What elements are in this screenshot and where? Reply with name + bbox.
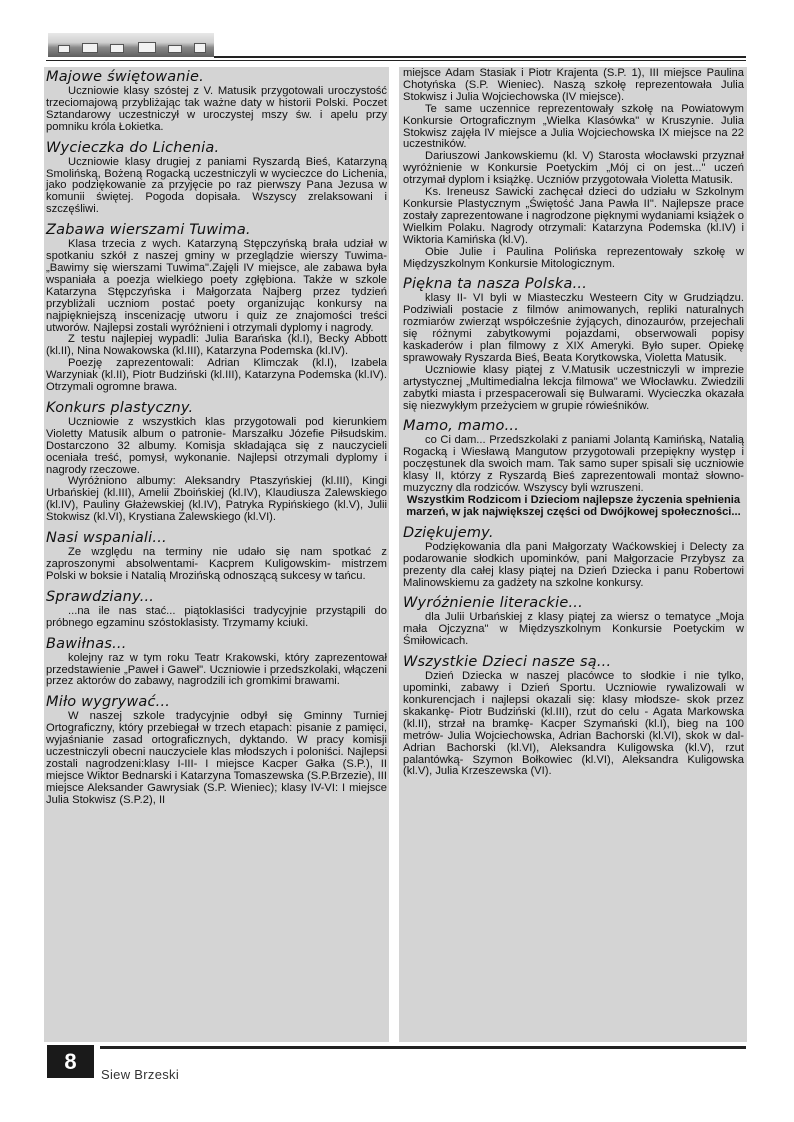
article-section	[403, 276, 744, 412]
article-section	[46, 694, 387, 806]
article-paragraph: Te same uczennice reprezentowały szkołę na Powiatowym Konkursie Ortograficznym „Wielka Klasówka" w Kruszynie. Julia Stokwisz zajęła IV miejsce a Julia Wojciechowska IX miejsce na 22 uczestników.	[403, 102, 744, 151]
article-section	[403, 595, 744, 648]
publication-title: Siew Brzeski	[101, 1067, 180, 1082]
article-heading: Wszystkie Dzieci nasze są...	[403, 654, 612, 671]
article-heading: Dziękujemy.	[403, 524, 494, 541]
article-heading: Miło wygrywać...	[46, 694, 171, 711]
article-section	[46, 140, 387, 217]
footer-rule	[100, 1046, 746, 1049]
article-heading: Bawiłnas...	[46, 635, 127, 652]
article-section	[46, 636, 387, 689]
article-paragraph: dla Julii Urbańskiej z klasy piątej za wiersz o tematyce „Moja mała Ojczyzna" w Międzyszkolnym Konkursie Poetyckim w Śmiłowicach.	[403, 611, 744, 648]
article-heading: Piękna ta nasza Polska...	[403, 276, 587, 293]
article-paragraph: Uczniowie klasy szóstej z V. Matusik przygotowali uroczystość trzeciomajową przybliżając tak ważne daty w historii Polski. Poczet Sztandarowy uczestniczył w uroczystej mszy św. i apelu przy pomniku króla Łokietka.	[46, 85, 387, 133]
article-heading: Majowe świętowanie.	[46, 69, 204, 85]
article-paragraph: Uczniowie klasy piątej z V.Matusik uczestniczyli w imprezie artystycznej „Multimedialna lekcja filmowa" we Włocławku. Zwiedzili zabytki miasta i przespacerowali się Bulwarami. Wycieczka okazała się niezwykłym przeżyciem w grupie rówieśników.	[403, 363, 744, 412]
article-paragraph: Ks. Ireneusz Sawicki zachęcał dzieci do udziału w Szkolnym Konkursie Plastycznym „Świętość Jana Pawła II". Najlepsze prace zostały zaprezentowane i nagrodzone pięknymi wydaniami książek o Wielkim Polaku. Nagrody otrzymali: Katarzyna Podemska (kl.IV) i Wiktoria Kamińska (kl.V).	[403, 186, 744, 246]
left-column	[46, 69, 387, 807]
article-section	[403, 418, 744, 518]
greeting-text: Wszystkim Rodzicom i Dzieciom najlepsze życzenia spełnienia marzeń, w jak największej części od Dwójkowej społeczności...	[406, 494, 741, 518]
header-rule-thin	[46, 60, 746, 61]
article-paragraph: Uczniowie klasy drugiej z paniami Ryszardą Bieś, Katarzyną Smolińską, Bożeną Rogacką uczestniczyli w wycieczce do Lichenia, jako podziękowanie za przyjęcie po raz pierwszy Pana Jezusa w komunii świętej. Pogoda dopisała. Wszyscy zrelaksowani i szczęśliwi.	[46, 155, 387, 216]
article-heading: Konkurs plastyczny.	[46, 399, 194, 416]
article-paragraph: kolejny raz w tym roku Teatr Krakowski, który zaprezentował przedstawienie „Paweł i Gaweł". Uczniowie i przedszkolaki, włączeni przez aktorów do zabawy, nagrodzili ich gromkimi brawami.	[46, 651, 387, 688]
article-section	[403, 654, 744, 778]
page-number: 8	[47, 1045, 94, 1078]
right-column	[403, 68, 744, 778]
article-paragraph: klasy II- VI byli w Miasteczku Westeern City w Grudziądzu. Podziwiali postacie z filmów animowanych, repliki naturalnych rozmiarów zwierząt współcześnie żyjących, dinozaurów, przejechali się różnymi zabytkowymi pojazdami, obserwowali popisy kaskaderów i plan filmowy z XIX Ameryki. Było super. Opiekę sprawowały Ryszarda Bieś, Beata Korytkowska, Violetta Matusik.	[403, 292, 744, 364]
article-paragraph: Obie Julie i Paulina Polińska reprezentowały szkołę w Międzyszkolnym Konkursie Mitologicznym.	[403, 245, 744, 270]
article-paragraph: Klasa trzecia z wych. Katarzyną Stępczyńską brała udział w spotkaniu szkół z naszej gminy w przeglądzie wierszy Tuwima- „Bawimy się wierszami Tuwima".Zajęli IV miejsce, ale zabawa była wspaniała a poezja wielkiego poety zgłębiona. Także w szkole Katarzyna Stępczyńska i Małgorzata Najberg przez tydzień przybliżali uczniom postać poety organizując konkursy na najpiękniejszą inscenizację utworu i quiz ze znajomości treści utworów. Najlepsi zostali wyróżnieni i otrzymali dyplomy i nagrody.	[46, 238, 387, 334]
article-paragraph: Wyróżniono albumy: Aleksandry Ptaszyńskiej (kl.III), Kingi Urbańskiej (kl.III), Amelii Zboińskiej (kl.IV), Klaudiusza Zalewskiego (kl.IV), Pauliny Głażewskiej (kl.IV), Patryka Rypińskiego (kl.V), Julii Stokwisz (kl.VI), Krystiana Zalewskiego (kl.VI).	[46, 475, 387, 524]
article-section	[403, 68, 744, 270]
article-section	[46, 400, 387, 524]
article-heading: Wyróżnienie literackie...	[403, 595, 583, 612]
article-heading: Sprawdziany...	[46, 588, 155, 605]
article-paragraph: miejsce Adam Stasiak i Piotr Krajenta (S.P. 1), III miejsce Paulina Chotyńska (S.P. Wieniec). Naszą szkołę reprezentowała Julia Stokwisz i Julia Wojciechowska (IV miejsce).	[403, 67, 744, 103]
article-heading: Zabawa wierszami Tuwima.	[46, 222, 251, 239]
article-section	[403, 525, 744, 590]
article-paragraph: Uczniowie z wszystkich klas przygotowali pod kierunkiem Violetty Matusik album o patronie- Marszałku Józefie Piłsudskim. Dostarczono 32 albumy. Komisja składająca się z nauczycieli oceniała treść, pomysł, wykonanie. Najlepsi otrzymali dyplomy i nagrody rzeczowe.	[46, 415, 387, 476]
header-rule	[214, 56, 746, 58]
article-paragraph: co Ci dam... Przedszkolaki z paniami Jolantą Kamińską, Natalią Rogacką i Wiesławą Mangutow przygotowali przepiękny występ i poczęstunek dla swoich mam. Tak samo super spisali się uczniowie klasy II, którzy z Ryszardą Bieś zaprezentowali montaż słowno- muzyczny dla rodziców. Wszyscy byli wzruszeni.	[403, 434, 744, 495]
article-paragraph: Dzień Dziecka w naszej placówce to słodkie i nie tylko, upominki, zabawy i Dzień Sportu. Uczniowie rywalizowali w konkurencjach i najlepsi okazali się: klasy młodsze- skok przez skakankę- Piotr Budziński (kl.III), rzut do celu - Agata Markowska (kl.II), strzał na bramkę- Kacper Szymański (kl.I), bieg na 100 metrów- Julia Wojciechowska, Adrian Bachorski (kl.VI), skok w dal- Adrian Bachorski (kl.VI), Aleksandra Kuligowska (kl.V), rzut palantówką- Szymon Bołkowiec (kl.VI), Aleksandra Kuligowska (kl.V), Julia Krzeszewska (VI).	[403, 670, 744, 778]
article-paragraph: Poezję zaprezentowali: Adrian Klimczak (kl.I), Izabela Warzyniak (kl.II), Piotr Budziński (kl.III), Katarzyna Podemska (kl.IV). Otrzymali ogromne brawa.	[46, 357, 387, 394]
header-photo	[48, 33, 214, 57]
article-section	[46, 530, 387, 583]
article-section	[46, 222, 387, 394]
article-paragraph: Dariuszowi Jankowskiemu (kl. V) Starosta włocławski przyznał wyróżnienie w Konkursie Poetyckim „Mój ci on jest..." uczeń otrzymał dyplom i książkę. Uczniów przygotowała Violetta Matusik.	[403, 150, 744, 187]
article-section	[46, 69, 387, 134]
article-paragraph: Ze względu na terminy nie udało się nam spotkać z zaproszonymi absolwentami- Kacprem Kuligowskim- mistrzem Polski w boksie i Natalią Mrozińską odnoszącą sukcesy w tańcu.	[46, 546, 387, 582]
article-paragraph: W naszej szkole tradycyjnie odbył się Gminny Turniej Ortograficzny, który przebiegał w trzech etapach: pisanie z pamięci, wyjaśnianie zasad ortograficznych, dyktando. W pracy komisji uczestniczyli obecni nauczyciele klas młodszych i poloniści. Najlepsi zostali nagrodzeni:klasy I-III- I miejsce Kacper Gałka (S.P.), II miejsce Wiktor Bednarski i Katarzyna Tomaszewska (S.P.Brzezie), III miejsce Aleksander Gawrysiak (S.P. Wieniec); klasy IV-VI: I miejsce Julia Stokwisz (S.P.2), II	[46, 710, 387, 806]
article-paragraph: Z testu najlepiej wypadli: Julia Barańska (kl.I), Becky Abbott (kl.II), Nina Nowakowska (kl.III), Katarzyna Podemska (kl.IV).	[46, 333, 387, 358]
article-heading: Mamo, mamo...	[403, 418, 520, 435]
article-heading: Nasi wspaniali...	[46, 530, 167, 547]
article-section	[46, 589, 387, 630]
article-heading: Wycieczka do Lichenia.	[46, 139, 220, 156]
article-paragraph: ...na ile nas stać... piątoklasiści tradycyjnie przystąpili do próbnego egzaminu szóstoklasisty. Trzymamy kciuki.	[46, 604, 387, 629]
article-paragraph: Podziękowania dla pani Małgorzaty Waćkowskiej i Delecty za podarowanie słodkich upominków, pani Małgorzacie Przybysz za prezenty dla całej klasy piątej na Dzień Dziecka i panu Robertowi Malinowskiemu za gadżety na szkolne konkursy.	[403, 540, 744, 589]
